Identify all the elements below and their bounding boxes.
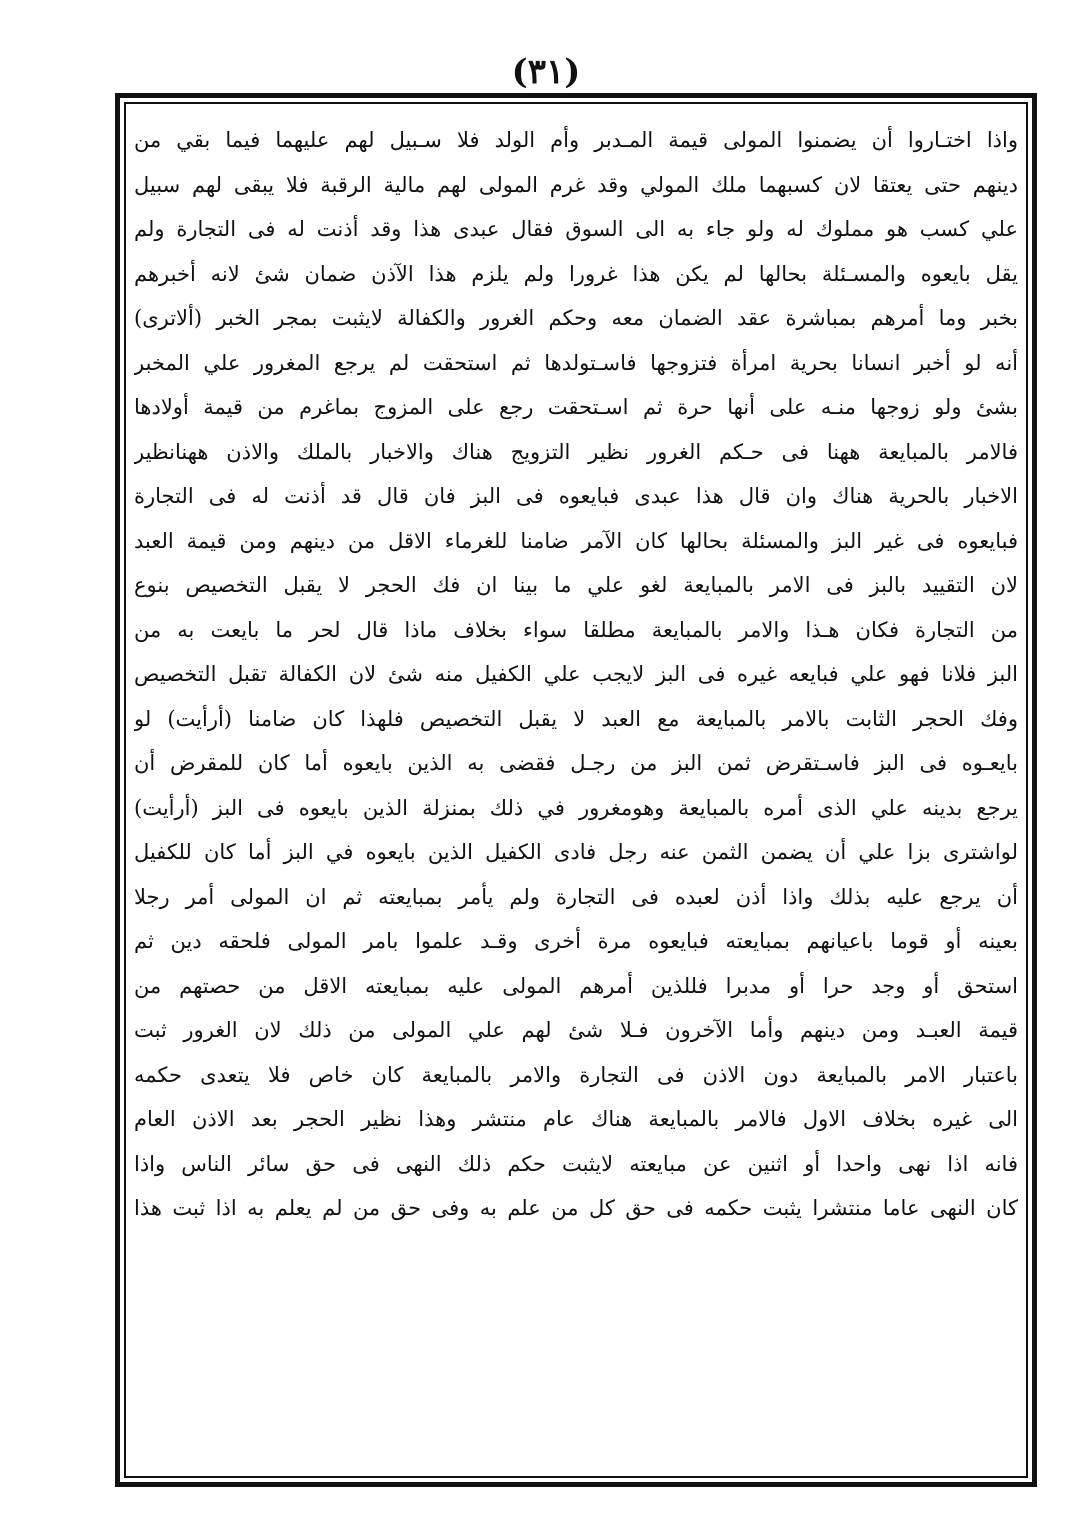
text-line: بخبر وما أمرهم بمباشرة عقد الضمان معه وحكم الغرور والكفالة لايثبت بمجر الخبر (ألاترى) [134,306,1018,330]
page-number: (٣١) [511,52,581,92]
text-line: فالامر بالمبايعة ههنا فى حـكم الغرور نظير التزويج هناك والاخبار بالملك والاذن ههنانظير [134,439,1018,464]
text-line: لان التقييد بالبز فى الامر بالمبايعة لغو علي ما بينا ان فك الحجر لا يقبل التخصيص بنوع [134,573,1018,597]
text-line: أنه لو أخبر انسانا بحرية امرأة فتزوجها فاسـتولدها ثم استحقت لم يرجع المغرور علي المخبر [134,350,1018,375]
text-line: فانه اذا نهى واحدا أو اثنين عن مبايعته لايثبت حكم ذلك النهى فى حق سائر الناس واذا [134,1151,1018,1176]
text-line: لواشترى بزا علي أن يضمن الثمن عنه رجل فادى الكفيل الذين بايعوه في البز أما كان للكفيل [134,840,1018,864]
text-line: أن يرجع عليه بذلك واذا أذن لعبده فى التجارة ولم يأمر بمبايعته ثم ان المولى أمر رجلا [134,884,1018,909]
text-body [134,118,1018,1470]
text-line: يقل بايعوه والمسـئلة بحالها لم يكن هذا غرورا ولم يلزم هذا الآذن ضمان شئ لانه أخبرهم [134,261,1018,286]
text-line: باعتبار الامر بالمبايعة دون الاذن فى التجارة والامر بالمبايعة كان خاص فلا يتعدى حكمه [134,1062,1018,1087]
text-line: وفك الحجر الثابت بالامر بالمبايعة مع العبد لا يقبل التخصيص فلهذا كان ضامنا (أرأيت) لو [134,706,1018,731]
text-line: بشئ ولو زوجها منـه على أنها حرة ثم اسـتحقت رجع على المزوج بماغرم من قيمة أولادها [134,395,1018,419]
text-line: من التجارة فكان هـذا والامر بالمبايعة مطلقا سواء بخلاف ماذا قال لحر ما بايعت به من [134,617,1018,642]
text-line: بايعـوه فى البز فاسـتقرض ثمن البز من رجـل فقضى به الذين بايعوه أما كان للمقرض أن [134,751,1018,775]
text-line: يرجع بدينه علي الذى أمره بالمبايعة وهومغرور في ذلك بمنزلة الذين بايعوه فى البز (أرأيت) [134,795,1018,820]
text-line: الى غيره بخلاف الاول فالامر بالمبايعة هناك عام منتشر وهذا نظير الحجر بعد الاذن العام [134,1107,1018,1131]
text-line: البز فلانا فهو علي فبايعه غيره فى البز لايجب علي الكفيل منه شئ لان الكفالة تقبل التخصيص [134,662,1018,686]
text-line: بعينه أو قوما باعيانهم بمبايعته فبايعوه مرة أخرى وقـد علموا بامر المولى فلحقه دين ثم [134,929,1018,953]
text-line: علي كسب هو مملوك له ولو جاء به الى السوق فقال عبدى هذا وقد أذنت له فى التجارة ولم [134,217,1018,241]
text-line: دينهم حتى يعتقا لان كسبهما ملك المولي وقد غرم المولى لهم مالية الرقبة فلا يبقى لهم سبيل [134,172,1018,197]
text-line: استحق أو وجد حرا أو مدبرا فللذين أمرهم المولى عليه بمبايعته الاقل من حصتهم من [134,973,1018,998]
text-line: واذا اختـاروا أن يضمنوا المولى قيمة المـدبر وأم الولد فلا سـبيل لهم عليهما فيما بقي من [134,128,1018,152]
text-line: قيمة العبـد ومن دينهم وأما الآخرون فـلا شئ لهم علي المولى من ذلك لان الغرور ثبت [134,1018,1018,1042]
text-line: فبايعوه فى غير البز والمسئلة بحالها كان الآمر ضامنا للغرماء الاقل من دينهم ومن قيمة العبد [134,528,1018,553]
text-line: الاخبار بالحرية هناك وان قال هذا عبدى فبايعوه فى البز فان قال قد أذنت له فى التجارة [134,484,1018,508]
text-line: كان النهى عاما منتشرا يثبت حكمه فى حق كل من علم به وفى حق من لم يعلم به اذا ثبت هذا [134,1196,1018,1220]
